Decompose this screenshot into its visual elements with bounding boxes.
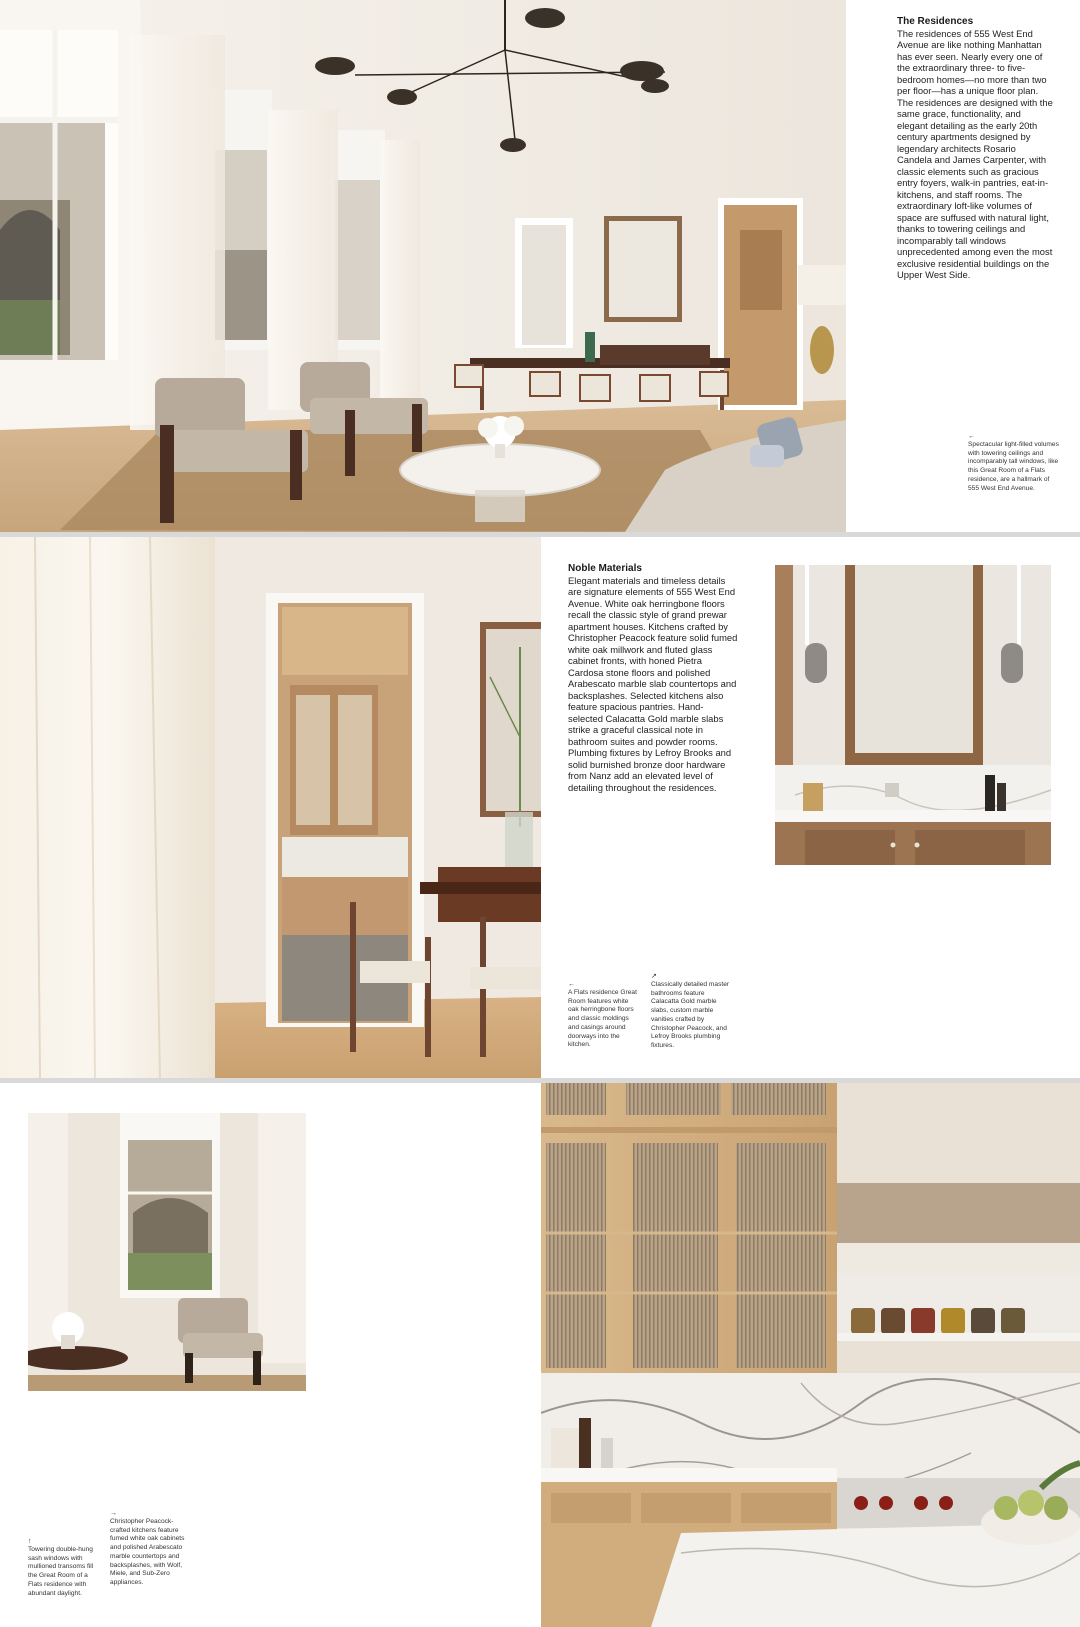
bathroom-caption xyxy=(651,973,733,1051)
residences-text-block xyxy=(897,16,1053,281)
doorway-caption xyxy=(568,981,640,1050)
caption-arrow-left-icon: ← xyxy=(968,433,975,440)
great-room-doorway-photo xyxy=(0,537,541,1078)
window-armchair-photo xyxy=(28,1113,306,1391)
materials-text-block xyxy=(568,563,738,793)
spread-residences xyxy=(0,0,1080,532)
caption-arrow-right-icon: → xyxy=(110,1510,117,1517)
great-room-photo xyxy=(0,0,846,532)
great-room-caption xyxy=(968,433,1060,493)
bathroom-caption-text: Classically detailed master bathrooms feature Calacatta Gold marble slabs, custom marble vanities crafted by Christopher Peacock, and Lefroy Brooks plumbing fixtures. xyxy=(651,981,730,1049)
materials-body: Elegant materials and timeless details are signature elements of 555 West End Avenue. White oak herringbone floors recall the classic style of grand prewar apartment houses. Kitchens crafted by Christopher Peacock feature solid fumed white oak millwork and fluted glass cabinet fronts, with honed Pietra Cardosa stone floors and polished Arabescato marble slab countertops and backsplashes. Selected kitchens also feature spacious pantries. Hand-selected Calacatta Gold marble slabs strike a graceful classical note in bathroom suites and powder rooms. Plumbing fixtures by Lefroy Brooks and solid burnished bronze door hardware from Nanz add an elevated level of detailing throughout the residences. xyxy=(568,574,738,793)
window-caption xyxy=(28,1538,100,1598)
kitchen-caption-text: Christopher Peacock-crafted kitchens feature fumed white oak cabinets and polished Arabescato marble countertops and backsplashes, with Wolf, Miele, and Sub-Zero appliances. xyxy=(110,1518,185,1586)
great-room-caption-text: Spectacular light-filled volumes with towering ceilings and incomparably tall windows, like this Great Room of a Flats residence, are a hallmark of 555 West End Avenue. xyxy=(968,441,1059,492)
spread-noble-materials xyxy=(0,537,1080,1078)
kitchen-photo xyxy=(541,1083,1080,1627)
residences-heading: The Residences xyxy=(897,16,974,27)
master-bathroom-photo xyxy=(775,565,1051,865)
window-caption-text: Towering double-hung sash windows with mullioned transoms fill the Great Room of a Flats residence with abundant daylight. xyxy=(28,1546,94,1597)
caption-arrow-up-icon: ↑ xyxy=(28,1538,32,1545)
spread-kitchen xyxy=(0,1083,1080,1627)
kitchen-caption xyxy=(110,1510,186,1588)
doorway-caption-text: A Flats residence Great Room features white oak herringbone floors and classic moldings and casings around doorways into the kitchen. xyxy=(568,989,637,1049)
caption-arrow-left-icon: ← xyxy=(568,981,575,988)
caption-arrow-up-right-icon: ↗ xyxy=(651,973,657,980)
residences-body: The residences of 555 West End Avenue are like nothing Manhattan has ever seen. Nearly every one of the extraordinary three- to five-bedroom homes—no more than two per floor—has a unique floor plan. The residences are designed with the same grace, functionality, and elegant detailing as the early 20th century apartments designed by legendary architects Rosario Candela and James Carpenter, with classic elements such as gracious entry foyers, walk-in pantries, eat-in-kitchens, and staff rooms. The extraordinary loft-like volumes of space are suffused with natural light, thanks to towering ceilings and incomparably tall windows unprecedented among even the most exclusive residential buildings on the Upper West Side. xyxy=(897,27,1053,280)
materials-heading: Noble Materials xyxy=(568,563,642,574)
